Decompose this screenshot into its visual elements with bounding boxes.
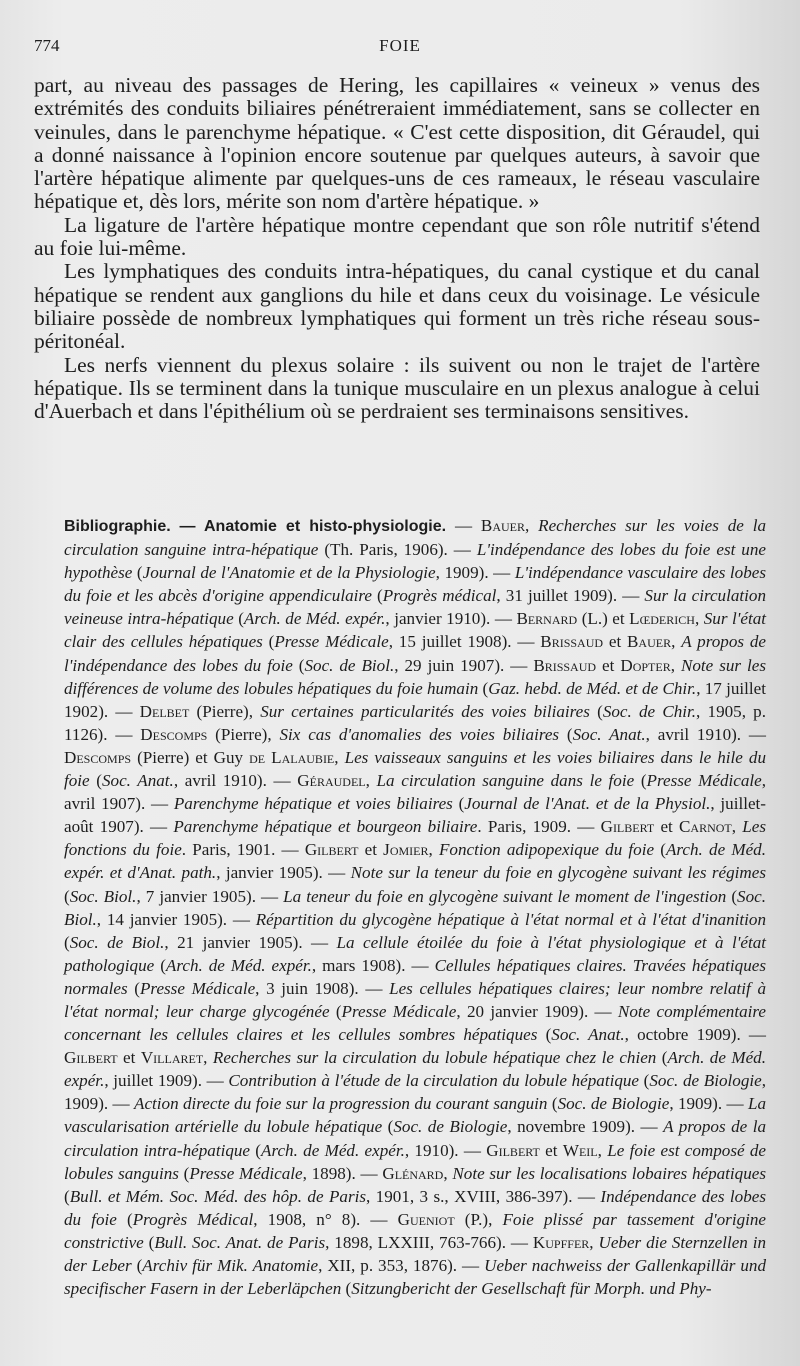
author-name: Jomier — [383, 840, 429, 860]
citation-title: Soc. Anat. — [101, 771, 174, 791]
citation-title: La vascularisation artérielle du lobule hépatique — [64, 1094, 767, 1137]
citation-text: ( — [589, 701, 603, 721]
author-name: Descomps — [140, 724, 208, 744]
citation-text: ( — [329, 1001, 342, 1021]
citation-text: ( — [132, 563, 143, 583]
citation-text: , 1901, 3 s., XVIII, 386-397). — — [366, 1186, 601, 1206]
citation-text: , juillet 1909). — — [104, 1071, 229, 1091]
citation-title: Sitzungbericht der Gesellschaft für Morph. und Phy- — [351, 1279, 712, 1299]
body-text — [34, 74, 760, 423]
citation-text: , 21 janvier 1905). — — [164, 932, 337, 952]
bibliography-entries — [64, 516, 766, 1298]
citation-text: , 1910). — — [404, 1140, 487, 1160]
citation-text: ( — [371, 586, 383, 606]
citation-text: , novembre 1909). — — [507, 1117, 664, 1137]
citation-text: ( — [634, 771, 647, 791]
author-name: Carnot — [679, 817, 732, 837]
citation-title: Sur certaines particularités des voies biliaires — [260, 701, 590, 721]
author-name: Kupffer — [532, 1232, 590, 1252]
citation-title: Recherches sur la circulation du lobule hépatique chez le chien — [212, 1048, 657, 1068]
citation-text: , 1898, LXXIII, 763-766). — — [325, 1232, 533, 1252]
author-name: Gilbert — [486, 1140, 540, 1160]
citation-text: , 1908, n° 8). — — [253, 1209, 398, 1229]
citation-title: Bull. et Mém. Soc. Méd. des hôp. de Paris — [69, 1186, 366, 1206]
bibliography-heading: Bibliographie. — [64, 518, 171, 535]
citation-text: ( — [64, 886, 70, 906]
citation-text: , — [443, 1163, 453, 1183]
citation-title: Presse Médicale — [341, 1001, 457, 1021]
citation-text: , avril 1910). — — [645, 724, 767, 744]
citation-title: A propos de la circulation intra-hépatique — [64, 1117, 766, 1160]
citation-text: ( — [262, 632, 275, 652]
citation-text: ( — [726, 886, 738, 906]
citation-title: Soc. de Biologie — [649, 1071, 762, 1091]
citation-title: Contribution à l'étude de la circulation du lobule hépatique — [228, 1071, 640, 1091]
citation-title: Ueber nachweiss der Gallenkapillär und specifischer Fasern in der Leberläpchen — [64, 1256, 766, 1299]
citation-text: ( — [559, 724, 573, 744]
citation-text: ( — [178, 1163, 190, 1183]
author-name: Bauer — [627, 632, 672, 652]
citation-text: , — [597, 1140, 608, 1160]
citation-title: A propos de l'indépendance des lobes du foie — [64, 632, 766, 675]
citation-text: et — [539, 1140, 563, 1160]
author-name: Gilbert — [64, 1048, 118, 1068]
paragraph: La ligature de l'artère hépatique montre cependant que son rôle nutritif s'étend au foie lui-même. — [34, 212, 760, 261]
citation-text: , 1898). — — [302, 1163, 383, 1183]
author-name: Bauer — [480, 516, 525, 535]
citation-text: ( — [341, 1279, 352, 1299]
citation-title: L'indépendance des lobes du foie est une hypothèse — [64, 540, 766, 583]
citation-title: Recherches sur les voies de la circulation sanguine intra-hépatique — [64, 516, 767, 560]
paragraph: part, au niveau des passages de Hering, les capillaires « veineux » venus des extrémités des conduits biliaires pénétreraient immédiatement, sans se collecter en veinules, dans le parenchyme hépatique. « C'est cette disposition, dit Géraudel, qui a donné naissance à l'opinion encore soutenue par quelques auteurs, à savoir que l'artère hépatique alimente par quelques-uns de ces rameaux, le réseau vasculaire hépatique et, dès lors, mérite son nom d'artère hépatique. » — [34, 73, 760, 214]
citation-text: , — [671, 632, 682, 652]
citation-title: Soc. de Biol. — [69, 932, 165, 952]
citation-title: Parenchyme hépatique et bourgeon biliaire — [173, 817, 478, 837]
citation-title: Soc. de Biologie — [393, 1117, 508, 1137]
citation-text: , mars 1908). — — [311, 955, 435, 975]
citation-text: , 7 janvier 1905). — — [136, 886, 284, 906]
citation-text: (L.) et — [577, 609, 630, 629]
citation-text: , janvier 1910). — — [385, 609, 517, 629]
citation-text: , janvier 1905). — — [216, 863, 351, 883]
citation-title: Presse Médicale — [274, 632, 389, 652]
citation-text: et — [603, 632, 628, 652]
citation-text: , 1905, p. 1126). — — [64, 701, 766, 744]
citation-text: ( — [116, 1209, 133, 1229]
citation-text: (Pierre) et Guy — [131, 747, 250, 767]
citation-text: , 1909). — — [64, 1071, 766, 1114]
citation-title: Journal de l'Anatomie et de la Physiologie — [142, 563, 436, 583]
citation-text: ( — [537, 1025, 552, 1045]
citation-text: ( — [656, 1048, 668, 1068]
citation-title: Sur la circulation veineuse intra-hépatique — [64, 586, 766, 629]
citation-title: Progrès Médical — [132, 1209, 254, 1229]
citation-title: Soc. de Biologie — [557, 1094, 670, 1114]
citation-text: , — [670, 655, 681, 675]
citation-text: ( — [382, 1117, 394, 1137]
citation-text: ( — [233, 609, 244, 629]
citation-title: Indépendance des lobes du foie — [64, 1186, 766, 1229]
citation-text: . Paris, 1901. — — [181, 840, 305, 860]
citation-text: , — [525, 516, 539, 535]
citation-text: ( — [452, 794, 465, 814]
citation-text: , — [334, 747, 345, 767]
citation-text: ( — [654, 840, 666, 860]
citation-title: Presse Médicale — [139, 978, 256, 998]
citation-title: Soc. Anat. — [572, 724, 646, 744]
citation-title: Arch. de Méd. expér. — [243, 609, 386, 629]
citation-text: , avril 1910). — — [173, 771, 298, 791]
author-name: Glénard — [382, 1163, 444, 1183]
citation-text: et — [117, 1048, 141, 1068]
citation-text: — — [446, 516, 481, 535]
author-name: Gilbert — [600, 817, 655, 837]
citation-title: Fonction adipopexique du foie — [438, 840, 655, 860]
citation-text: , 31 juillet 1909). — — [496, 586, 645, 606]
citation-title: Note sur les différences de volume des lobules hépatiques du foie humain — [64, 655, 767, 698]
citation-title: Six cas d'anomalies des voies biliaires — [279, 724, 560, 744]
citation-title: Soc. Biol. — [69, 886, 137, 906]
citation-text: , 3 juin 1908). — — [255, 978, 390, 998]
citation-text: (Th. Paris, 1906). — — [318, 540, 477, 560]
citation-text: , 14 janvier 1905). — — [96, 909, 256, 929]
citation-text: et — [596, 655, 621, 675]
citation-title: Progrès médical — [382, 586, 497, 606]
citation-title: Sur l'état clair des cellules hépatiques — [64, 609, 767, 652]
citation-title: La circulation sanguine dans le foie — [376, 771, 635, 791]
citation-title: Arch. de Méd. expér. — [261, 1140, 405, 1160]
citation-title: La teneur du foie en glycogène suivant le moment de l'ingestion — [283, 886, 727, 906]
citation-title: Les vaisseaux sanguins et les voies biliaires dans le hile du foie — [64, 747, 766, 791]
author-name: de Lalaubie — [249, 747, 335, 767]
citation-text: et — [654, 817, 680, 837]
citation-text: (Pierre), — [207, 724, 280, 744]
citation-text: ( — [154, 955, 166, 975]
citation-text: , — [694, 609, 704, 629]
author-name: Weil — [562, 1140, 598, 1160]
citation-text: , — [589, 1232, 599, 1252]
citation-text: , — [428, 840, 439, 860]
citation-title: Presse Médicale — [646, 771, 762, 791]
citation-text: , — [731, 817, 743, 837]
page-header — [34, 36, 766, 58]
author-name: Gueniot — [397, 1209, 455, 1229]
author-name: Bernard — [516, 609, 578, 629]
citation-text: , 29 juin 1907). — — [394, 655, 534, 675]
citation-text: ( — [478, 678, 489, 698]
author-name: Gilbert — [304, 840, 359, 860]
author-name: Villaret — [140, 1048, 204, 1068]
citation-text: ( — [639, 1071, 650, 1091]
citation-text: ( — [131, 1256, 143, 1275]
citation-text: ( — [64, 932, 70, 952]
citation-text: , 1909). — — [669, 1094, 748, 1114]
citation-title: Bull. Soc. Anat. de Paris — [154, 1232, 326, 1252]
citation-title: Les fonctions du foie — [64, 817, 766, 860]
citation-text: , juillet-août 1907). — — [64, 794, 766, 837]
author-name: Brissaud — [540, 632, 604, 652]
citation-title: Parenchyme hépatique et voies biliaires — [173, 794, 453, 814]
citation-title: Archiv für Mik. Anatomie — [142, 1256, 319, 1275]
author-name: Brissaud — [533, 655, 597, 675]
citation-text: ( — [89, 771, 102, 791]
author-name: Dopter — [620, 655, 671, 675]
citation-title: Arch. de Méd. expér. — [165, 955, 312, 975]
citation-title: Journal de l'Anat. et de la Physiol. — [464, 794, 711, 814]
author-name: Lœderich — [629, 609, 695, 629]
citation-title: Note sur la teneur du foie en glycogène suivant les régimes — [350, 863, 767, 883]
paragraph: Les lymphatiques des conduits intra-hépatiques, du canal cystique et du canal hépatique se rendent aux ganglions du hile et dans ceux du voisinage. Le vésicule biliaire possède de nombreux lymphatiques qui forment un très riche réseau sous-péritonéal. — [34, 259, 760, 354]
citation-text: ( — [64, 1186, 70, 1206]
citation-title: Soc. Anat. — [551, 1025, 625, 1045]
author-name: Delbet — [139, 701, 190, 721]
citation-text: , — [203, 1048, 213, 1068]
citation-text: , 1909). — — [435, 563, 515, 583]
author-name: Descomps — [64, 747, 132, 767]
citation-title: Ueber die Sternzellen in der Leber — [64, 1232, 767, 1275]
citation-text: (P.), — [454, 1209, 503, 1229]
citation-title: Répartition du glycogène hépatique à l'état normal et à l'état d'inanition — [255, 909, 766, 929]
paragraph: Les nerfs viennent du plexus solaire : ils suivent ou non le trajet de l'artère hépatique. Ils se terminent dans la tunique musculaire en un plexus analogue à celui d'Auerbach et dans l'épithélium où se perdraient ses terminaisons sensitives. — [34, 352, 760, 424]
citation-text: , 17 juillet 1902). — — [64, 678, 766, 721]
citation-title: Soc. de Biol. — [304, 655, 395, 675]
citation-title: Arch. de Méd. expér. — [64, 1048, 766, 1091]
citation-text: , 20 janvier 1909). — — [456, 1001, 618, 1021]
citation-text: ( — [143, 1232, 155, 1252]
citation-text: , avril 1907). — — [64, 771, 767, 814]
citation-title: Arch. de Méd. expér. et d'Anat. path. — [64, 840, 766, 883]
citation-text: ( — [292, 655, 305, 675]
citation-text: ( — [127, 978, 140, 998]
bibliography — [64, 514, 766, 1300]
citation-title: Action directe du foie sur la progression du courant sanguin — [134, 1094, 548, 1114]
citation-text: , 15 juillet 1908). — — [388, 632, 541, 652]
citation-title: Foie plissé par tassement d'origine constrictive — [64, 1209, 767, 1252]
citation-title: Note sur les localisations lobaires hépatiques — [452, 1163, 766, 1183]
citation-title: Gaz. hebd. de Méd. et de Chir. — [488, 678, 697, 698]
citation-title: Presse Médicale — [189, 1163, 303, 1183]
citation-title: Le foie est composé de lobules sanguins — [64, 1140, 767, 1183]
citation-text: , octobre 1909). — — [624, 1025, 766, 1045]
citation-title: Note complémentaire concernant les cellules claires et les cellules sombres hépatiques — [64, 1001, 766, 1045]
citation-text: , XII, p. 353, 1876). — — [318, 1256, 485, 1275]
citation-text: ( — [250, 1140, 261, 1160]
citation-text: , — [365, 771, 377, 791]
citation-text: et — [358, 840, 384, 860]
citation-title: L'indépendance vasculaire des lobes du foie et les abcès d'origine appendiculaire — [64, 563, 766, 606]
citation-title: Cellules hépatiques claires. Travées hépatiques normales — [64, 955, 766, 998]
author-name: Géraudel — [297, 771, 366, 791]
citation-text: ( — [547, 1094, 558, 1114]
citation-text: (Pierre), — [189, 701, 261, 721]
page-number: 774 — [34, 36, 60, 55]
citation-title: La cellule étoilée du foie à l'état physiologique et à l'état pathologique — [64, 932, 766, 975]
citation-text: . Paris, 1909. — — [477, 817, 601, 837]
citation-title: Soc. Biol. — [64, 886, 766, 929]
running-title: FOIE — [379, 36, 421, 55]
citation-title: Les cellules hépatiques claires; leur nombre relatif à l'état normal; leur charge glycogénée — [64, 978, 766, 1021]
citation-title: Soc. de Chir. — [602, 701, 697, 721]
bibliography-subheading: — Anatomie et histo-physiologie. — [179, 518, 447, 535]
